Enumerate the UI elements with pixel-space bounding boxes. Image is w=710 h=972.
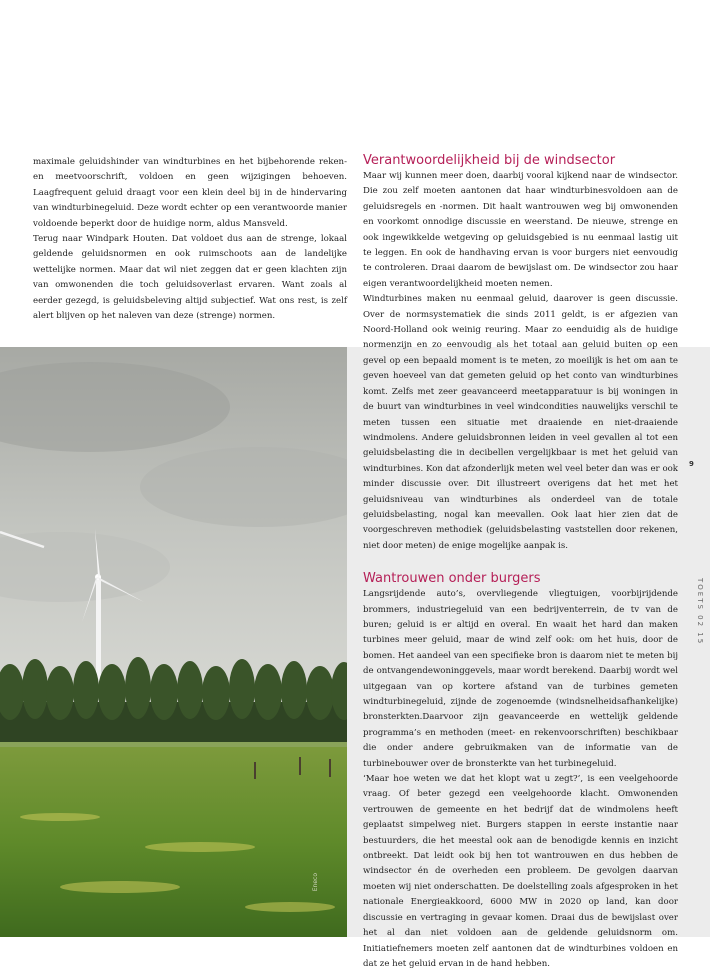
wind-turbine-photo [0, 347, 347, 937]
body-paragraph: Langsrijdende auto’s, overvliegende vliegtuigen, voorbijrijdende brommers, industriegeluid van een bedrijventerrein, de tv van de buren; geluid is er altijd en overal. En waait het hard dan maken turbines meer geluid, maar de wind zelf ook: om het huis, door de bomen. Het aandeel van een specifieke bron is daarom niet te meten bij de ontvangendewoninggevels, maar wordt berekend. Daarbij wordt wel uitgegaan van op kortere afstand van de turbines gemeten windturbinegeluid, zijnde de zogenoemde (windsnelheidsafhankelijke) bronsterkten.Daarvoor zijn geavanceerde en wettelijk geldende programma’s en methoden (meet- en rekenvoorschriften) beschikbaar die onder andere gebruikmaken van de informatie van de turbinebouwer over de bronsterkte van het turbinegeluid. [363, 589, 678, 769]
section-heading: Wantrouwen onder burgers [363, 571, 541, 587]
body-paragraph: Windturbines maken nu eenmaal geluid, daarover is geen discussie. Over de normsystematiek die sinds 2011 geldt, is er afgezien van Noord-Holland ook weinig reuring. Maar zo eenduidig als de huidige normenzijn en zo eenvoudig als het totaal aan geluid buiten op een gevel op een bepaald moment is te meten, zo moeilijk is het om aan te geven hoeveel van dat gemeten geluid op het conto van windturbines komt. Zelfs met zeer geavanceerd meetapparatuur is bij woningen in de buurt van windturbines in veel windcondities nauwelijks verschil te meten tussen een situatie met draaiende en niet-draaiende windmolens. Andere geluidsbronnen leiden in veel gevallen al tot een geluidsbelasting die in decibellen vergelijkbaar is met het geluid van windturbines. Kon dat afzonderlijk meten wel veel beter dan was er ook minder discussie over. Dit illustreert overigens dat het met het geluidsniveau van windturbines als onderdeel van de totale geluidsbelasting, nogal kan meevallen. Ook laat hier zien dat de voorgeschreven methodiek (geluidsbelasting vaststellen door rekenen, niet door meten) de enige mogelijke aanpak is. [363, 294, 678, 551]
photo-credit: Eneco [312, 873, 319, 892]
page-number: 9 [689, 460, 694, 468]
body-paragraph: ‘Maar hoe weten we dat het klopt wat u zegt?’, is een veelgehoorde vraag. Of beter gezegd een veelgehoorde klacht. Omwonenden vertrouwen de gemeente en het bedrijf dat de windmolens heeft geplaatst simpelweg niet. Burgers stappen in eerste instantie naar bestuurders, die het meestal ook aan de benodigde kennis en inzicht ontbreekt. Dat leidt ook bij hen tot wantrouwen en dus hebben de windsector én de overheden een probleem. De gevolgen daarvan moeten wij niet onderschatten. De doelstelling zoals afgesproken in het nationale Energieakkoord, 6000 MW in 2020 op land, kan door discussie en vertraging in gevaar komen. Draai dus de bewijslast over het al dan niet voldoen aan de geldende geluidsnorm om. Initiatiefnemers moeten zelf aantonen dat de windturbines voldoen en dat ze het geluid ervan in de hand hebben. [363, 774, 678, 969]
running-head: TOETS 02 15 [696, 578, 704, 646]
left-text-column [33, 155, 347, 324]
body-paragraph: Maar wij kunnen meer doen, daarbij vooral kijkend naar de windsector. Die zou zelf moeten aantonen dat haar windturbinesvoldoen aan de geluidsregels en -normen. Dit haalt wantrouwen weg bij omwonenden en voorkomt onnodige discussie en weerstand. De nieuwe, strenge en ook ingewikkelde wetgeving op geluidsgebied is nu eenmaal lastig uit te leggen. En ook de handhaving ervan is voor burgers niet eenvoudig te controleren. Draai daarom de bewijslast om. De windsector zou haar eigen verantwoordelijkheid moeten nemen. [363, 171, 678, 289]
section-heading: Verantwoordelijkheid bij de windsector [363, 153, 616, 168]
body-paragraph: maximale geluidshinder van windturbines en het bijbehorende reken- en meetvoorschrift, voldoen en geen wijzigingen behoeven. Laagfrequent geluid draagt voor een klein deel bij in de hindervaring van windturbinegeluid. Deze wordt echter op een verantwoorde manier voldoende beperkt door de huidige norm, aldus Mansveld. [33, 157, 347, 229]
body-paragraph: Terug naar Windpark Houten. Dat voldoet dus aan de strenge, lokaal geldende geluidsnormen en ook ruimschoots aan de landelijke wettelijke normen. Maar dat wil niet zeggen dat er geen klachten zijn van omwonenden die toch geluidsoverlast ervaren. Want zoals al eerder gezegd, is geluidsbeleving altijd subjectief. Wat ons rest, is zelf alert blijven op het naleven van deze (strenge) normen. [33, 234, 347, 322]
right-text-column [363, 152, 678, 972]
